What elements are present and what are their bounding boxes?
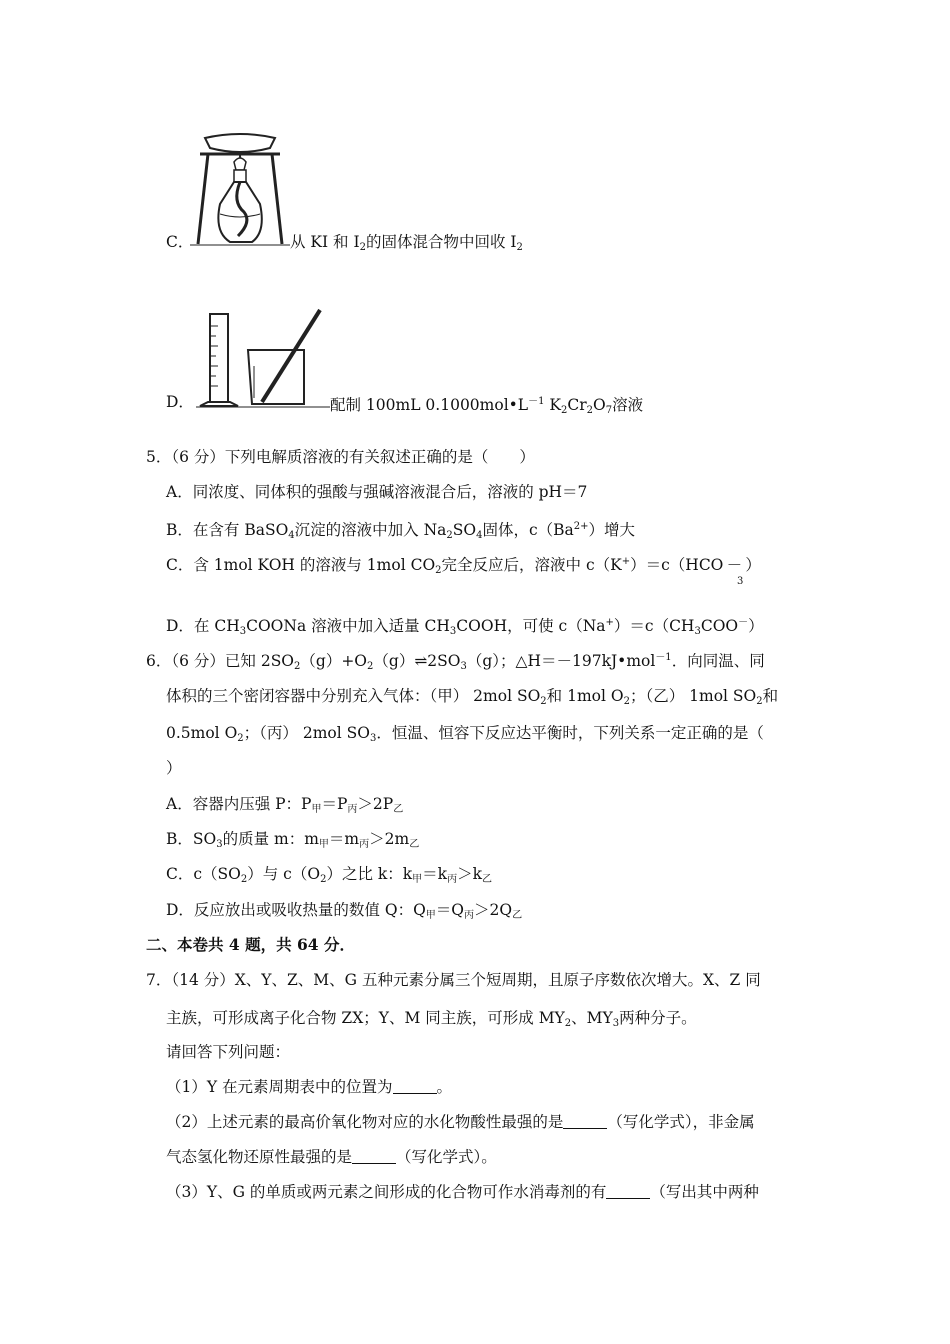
- subscript: 3: [239, 626, 247, 637]
- text-run: （g）+O: [300, 652, 368, 670]
- text-run: 。: [436, 1078, 453, 1096]
- q4-option-d-text: [330, 392, 643, 421]
- text-run: 配制 100mL 0.1000mol•L: [330, 396, 529, 414]
- text-run: B．SO: [166, 830, 217, 848]
- text-run: （2）上述元素的最高价氧化物对应的水化物酸性最强的是: [166, 1113, 564, 1131]
- subscript: 2: [435, 565, 442, 576]
- text-run: （1）Y 在元素周期表中的位置为: [166, 1078, 393, 1096]
- text-run: ＞2Q: [474, 901, 513, 919]
- text-run: ＞2m: [369, 830, 410, 848]
- text-run: 和: [762, 687, 779, 705]
- superscript: +: [605, 617, 614, 628]
- text-run: C．c（SO: [166, 865, 241, 883]
- text-run: ）＝c（CH: [613, 617, 695, 635]
- q7-part1: [166, 1077, 452, 1097]
- solution-preparation-figure: [196, 306, 330, 410]
- text-run: COOH，可使 c（Na: [456, 617, 606, 635]
- text-run: （3）Y、G 的单质或两元素之间形成的化合物可作水消毒剂的有: [166, 1183, 607, 1201]
- q4-option-d: [166, 392, 194, 412]
- text-run: ．恒温、恒容下反应达平衡时，下列关系一定正确的是（: [376, 724, 764, 742]
- subscript: 3: [216, 839, 223, 850]
- text-run: （g）；△H＝－197kJ•mol: [466, 652, 656, 670]
- text-run: 固体，c（Ba: [482, 521, 574, 539]
- subscript: 甲: [425, 910, 436, 921]
- text-run: ＝k: [422, 865, 448, 883]
- text-run: B．在含有 BaSO: [166, 521, 289, 539]
- text-run: 完全反应后，溶液中 c（K: [441, 556, 622, 574]
- subscript: 4: [476, 530, 483, 541]
- subscript: 乙: [512, 910, 523, 921]
- subscript: 2: [756, 696, 763, 707]
- q5-option-a: A．同浓度、同体积的强酸与强碱溶液混合后，溶液的 pH＝7: [166, 483, 588, 501]
- subscript: 3: [694, 626, 701, 637]
- answer-blank[interactable]: [393, 1079, 437, 1094]
- text-run: ＝m: [328, 830, 360, 848]
- subscript: 甲: [318, 839, 329, 850]
- text-run: 从 KI 和 I: [290, 233, 360, 251]
- subscript: 2: [237, 733, 244, 744]
- subscript: 乙: [393, 804, 404, 815]
- subscript: 2: [586, 405, 594, 416]
- superscript: +: [621, 556, 631, 567]
- subscript: 2: [560, 405, 568, 416]
- text-run: D．在 CH: [166, 617, 240, 635]
- text-run: （g）⇌2SO: [373, 652, 461, 670]
- text-run: Cr: [567, 396, 587, 414]
- superscript: －1: [655, 652, 672, 663]
- answer-blank[interactable]: [606, 1184, 650, 1199]
- q4-option-d-letter: D．: [166, 393, 194, 411]
- text-run: 的固体混合物中回收 I: [365, 233, 517, 251]
- q6-option-b: [166, 829, 419, 855]
- superscript-minus: －: [726, 556, 743, 574]
- text-run: ）＝c（HCO: [630, 556, 724, 574]
- q7-stem-line2: [166, 1008, 697, 1034]
- subscript: 3: [369, 733, 377, 744]
- answer-blank[interactable]: [352, 1149, 396, 1164]
- text-run: 沉淀的溶液中加入 Na: [294, 521, 447, 539]
- q7-part2-line1: [166, 1112, 755, 1132]
- superscript: 2+: [573, 521, 589, 532]
- text-run: （写化学式），非金属: [607, 1113, 755, 1131]
- q5-option-b: [166, 517, 635, 546]
- q6-stem-line3: [166, 723, 764, 749]
- subscript: 2: [623, 696, 630, 707]
- q5-option-c-subscript-3: 3: [737, 576, 744, 587]
- text-run: D．反应放出或吸收热量的数值 Q：Q: [166, 901, 426, 919]
- q4-option-c-text: [290, 232, 523, 258]
- text-run: A．容器内压强 P：P: [166, 795, 312, 813]
- subscript: 2: [516, 242, 523, 253]
- text-run: 和 1mol O: [546, 687, 624, 705]
- answer-blank[interactable]: [563, 1114, 607, 1129]
- superscript: －1: [528, 396, 545, 407]
- q6-option-d: [166, 900, 522, 926]
- q4-option-c-letter: C．: [166, 233, 194, 251]
- subscript: 2: [446, 530, 453, 541]
- text-run: 0.5mol O: [166, 724, 238, 742]
- q7-part2-line2: [166, 1147, 497, 1167]
- text-run: ＞2P: [357, 795, 394, 813]
- subscript: 丙: [447, 874, 458, 885]
- subscript: 甲: [412, 874, 423, 885]
- subscript: 4: [288, 530, 295, 541]
- text-run: C．含 1mol KOH 的溶液与 1mol CO: [166, 556, 436, 574]
- q5-stem: 5．（6 分）下列电解质溶液的有关叙述正确的是（ ）: [146, 448, 535, 466]
- text-run: ＝Q: [435, 901, 464, 919]
- subscript: 2: [367, 661, 374, 672]
- subscript: 3: [460, 661, 467, 672]
- subscript: 甲: [311, 804, 322, 815]
- text-run: ．向同温、同: [671, 652, 765, 670]
- q6-stem-line2: [166, 686, 778, 712]
- text-run: ；（丙） 2mol SO: [243, 724, 370, 742]
- q5-option-c: [166, 552, 761, 581]
- text-run: ）与 c（O: [247, 865, 321, 883]
- text-run: 主族，可形成离子化合物 ZX；Y、M 同主族，可形成 MY: [166, 1009, 565, 1027]
- text-run: （写出其中两种: [650, 1183, 759, 1201]
- text-run: COO: [700, 617, 739, 635]
- subscript: 2: [240, 874, 248, 885]
- text-run: 、MY: [571, 1009, 613, 1027]
- subscript: 丙: [464, 910, 474, 921]
- subscript: 2: [540, 696, 547, 707]
- text-run: ＞k: [457, 865, 482, 883]
- text-run: COONa 溶液中加入适量 CH: [246, 617, 450, 635]
- q7-instruction: 请回答下列问题：: [166, 1043, 291, 1061]
- subscript: 乙: [409, 839, 420, 850]
- text-run: ＝P: [321, 795, 348, 813]
- subscript: 3: [612, 1018, 620, 1029]
- text-run: K: [544, 396, 561, 414]
- text-run: ）增大: [588, 521, 636, 539]
- superscript: －: [738, 617, 749, 628]
- subscript: 2: [359, 242, 366, 253]
- text-run: 气态氢化物还原性最强的是: [166, 1148, 353, 1166]
- q5-option-d: [166, 613, 764, 642]
- text-run: ；（乙） 1mol SO: [629, 687, 757, 705]
- text-run: ）: [748, 617, 764, 635]
- text-run: （写化学式）。: [396, 1148, 497, 1166]
- q7-stem-line1: 7．（14 分）X、Y、Z、M、G 五种元素分属三个短周期，且原子序数依次增大。X、Z 同: [146, 971, 761, 989]
- subscript: 丙: [359, 839, 370, 850]
- subscript: 2: [294, 661, 301, 672]
- subscript: 3: [449, 626, 457, 637]
- q4-option-c: [166, 232, 193, 252]
- text-run: 两种分子。: [619, 1009, 697, 1027]
- text-run: SO: [452, 521, 477, 539]
- text-run: 溶液: [612, 396, 644, 414]
- section-heading: 二、本卷共 4 题，共 64 分．: [146, 935, 355, 954]
- evaporation-apparatus-figure: [190, 132, 290, 250]
- text-run: 6．（6 分）已知 2SO: [146, 652, 295, 670]
- subscript: 2: [564, 1018, 572, 1029]
- q6-option-a: [166, 794, 403, 820]
- text-run: ）之比 k：k: [326, 865, 413, 883]
- q6-option-c: [166, 864, 492, 890]
- subscript: 2: [320, 874, 327, 885]
- q6-stem-line1: [146, 648, 765, 677]
- q6-stem-line4: ）: [166, 759, 182, 777]
- subscript: 丙: [347, 804, 358, 815]
- text-run: ）: [745, 556, 761, 574]
- text-run: 体积的三个密闭容器中分别充入气体：（甲） 2mol SO: [166, 687, 541, 705]
- q7-part3: [166, 1182, 759, 1202]
- text-run: O: [593, 396, 606, 414]
- text-run: 的质量 m：m: [222, 830, 319, 848]
- subscript: 7: [605, 405, 613, 416]
- subscript: 乙: [481, 874, 492, 885]
